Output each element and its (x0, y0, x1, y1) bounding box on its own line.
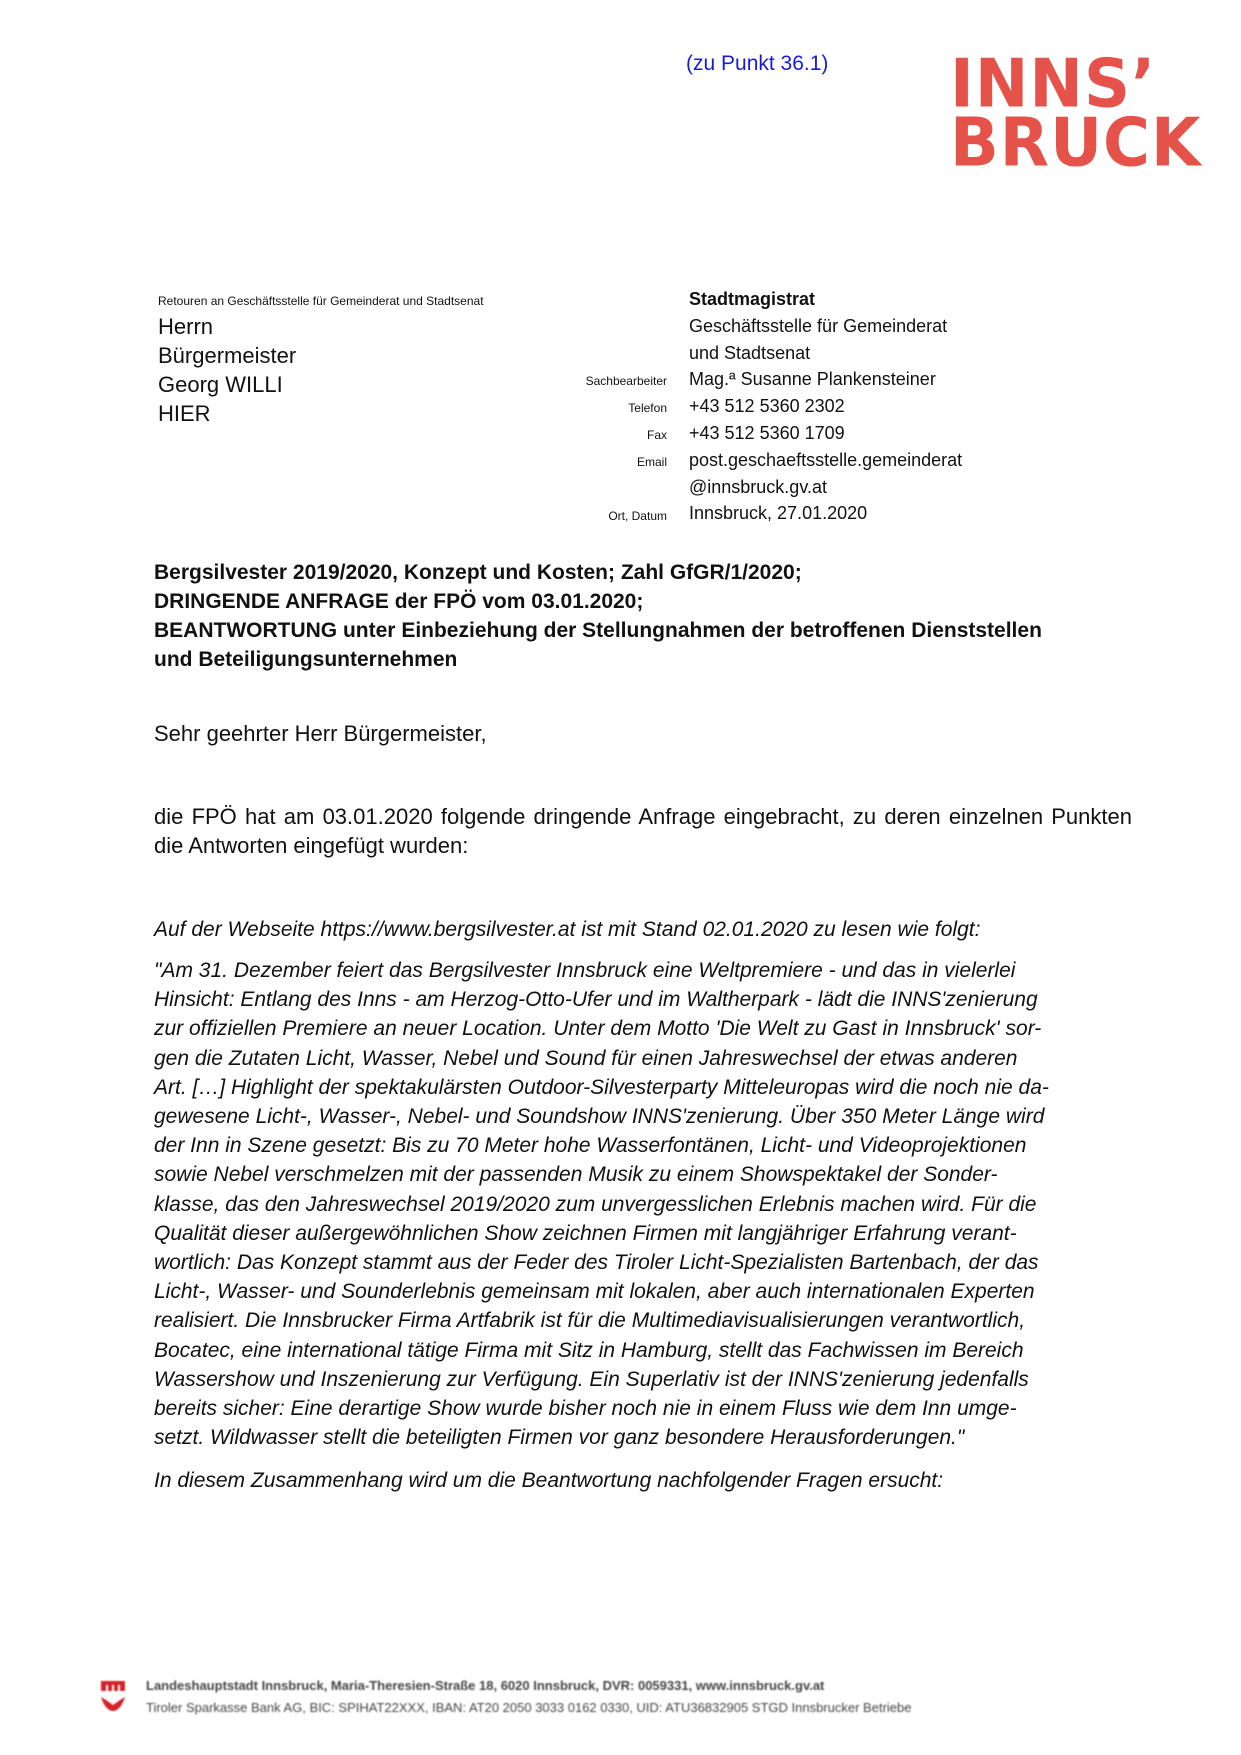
source-line: Auf der Webseite https://www.bergsilvester.at ist mit Stand 02.01.2020 zu lesen wie folgt: (154, 918, 981, 941)
quote-line: bereits sicher: Eine derartige Show wurde bisher noch nie in einem Fluss wie dem Inn umge- (154, 1397, 1017, 1421)
sender-date: Innsbruck, 27.01.2020 (689, 503, 868, 524)
sender-labels (520, 287, 667, 530)
sender-clerk: Mag.ª Susanne Plankensteiner (689, 369, 936, 390)
sender-office: Stadtmagistrat (689, 289, 816, 309)
quoted-text (154, 956, 1144, 1452)
quote-line: sowie Nebel verschmelzen mit der passenden Musik zu einem Showspektakel der Sonder- (154, 1163, 998, 1187)
field-label: Ort, Datum (608, 509, 667, 523)
recipient-line: Bürgermeister (158, 343, 297, 368)
quote-line: Bocatec, eine international tätige Firma mit Sitz in Hamburg, stellt das Fachwissen im Bereich (154, 1338, 1024, 1362)
quote-line: Art. […] Highlight der spektakulärsten Outdoor-Silvesterparty Mitteleuropas wird die noch nie da- (154, 1075, 1049, 1099)
city-emblem-icon (100, 1677, 126, 1717)
return-note: Retouren an Geschäftsstelle für Gemeinderat und Stadtsenat (158, 294, 484, 308)
quote-line: setzt. Wildwasser stellt die beteiligten Firmen vor ganz besondere Herausforderungen." (154, 1426, 965, 1450)
field-label: Sachbearbeiter (585, 374, 667, 388)
footer-line-2: Tiroler Sparkasse Bank AG, BIC: SPIHAT22XXX, IBAN: AT20 2050 3033 0162 0330, UID: ATU36832905 STGD Innsbrucker Betriebe (146, 1700, 912, 1715)
quote-line: Qualität dieser außergewöhnlichen Show zeichnen Firmen mit langjähriger Erfahrung verant- (154, 1221, 1017, 1245)
quote-line: gen die Zutaten Licht, Wasser, Nebel und Sound für einen Jahreswechsel der etwas anderen (154, 1046, 1018, 1070)
quote-line: realisiert. Die Innsbrucker Firma Artfabrik ist für die Multimediavisualisierungen verantwortlich, (154, 1309, 1026, 1333)
recipient-line: HIER (158, 401, 211, 426)
quote-line: klasse, das den Jahreswechsel 2019/2020 zum unvergesslichen Erlebnis machen wird. Für die (154, 1192, 1037, 1216)
subject-line: DRINGENDE ANFRAGE der FPÖ vom 03.01.2020; (154, 590, 644, 613)
sender-fax: +43 512 5360 1709 (689, 422, 845, 443)
recipient-line: Herrn (158, 314, 214, 339)
field-label: Fax (646, 428, 667, 442)
sender-department: Geschäftsstelle für Gemeinderat (689, 315, 948, 336)
sender-block (689, 286, 962, 527)
subject-line: BEANTWORTUNG unter Einbeziehung der Stellungnahmen der betroffenen Dienststellen (154, 619, 1042, 642)
sender-email-domain[interactable]: @innsbruck.gv.at (689, 476, 827, 497)
quote-line: Wassershow und Inszenierung zur Verfügung. Ein Superlativ ist der INNS'zenierung jedenfalls (154, 1367, 1029, 1391)
recipient-line: Georg WILLI (158, 372, 283, 397)
recipient-address (158, 312, 296, 428)
quote-line: gewesene Licht-, Wasser-, Nebel- und Soundshow INNS'zenierung. Über 350 Meter Länge wird (154, 1105, 1045, 1129)
quote-line: Hinsicht: Entlang des Inns - am Herzog-Otto-Ufer und im Waltherpark - lädt die INNS'zenierung (154, 988, 1038, 1012)
footer-line-1: Landeshauptstadt Innsbruck, Maria-Theresien-Straße 18, 6020 Innsbruck, DVR: 0059331, www.innsbruck.gv.at (146, 1678, 825, 1693)
field-label: Email (636, 455, 667, 469)
quote-line: Licht-, Wasser- und Sounderlebnis gemeinsam mit lokalen, aber auch internationalen Experten (154, 1280, 1035, 1304)
subject-line: und Beteiligungsunternehmen (154, 648, 458, 671)
subject (154, 558, 1144, 674)
sender-phone: +43 512 5360 2302 (689, 396, 845, 417)
quote-line: der Inn in Szene gesetzt: Bis zu 70 Meter hohe Wasserfontänen, Licht- und Videoprojektionen (154, 1134, 1027, 1158)
quote-line: wortlich: Das Konzept stammt aus der Feder des Tiroler Licht-Spezialisten Bartenbach, der das (154, 1251, 1039, 1275)
agenda-reference: (zu Punkt 36.1) (686, 52, 829, 75)
innsbruck-logo: INNS’ BRUCK (950, 45, 1202, 183)
quote-line: zur offiziellen Premiere an neuer Location. Unter dem Motto 'Die Welt zu Gast in Innsbruck' sor- (154, 1017, 1042, 1041)
sender-department: und Stadtsenat (689, 342, 811, 363)
quote-line: "Am 31. Dezember feiert das Bergsilvester Innsbruck eine Weltpremiere - und das in vielerlei (154, 959, 1016, 982)
intro-paragraph: die FPÖ hat am 03.01.2020 folgende dringende Anfrage eingebracht, zu deren einzelnen Punkten die Antworten eingefügt wurden: (154, 804, 1132, 858)
footer (100, 1675, 911, 1719)
greeting: Sehr geehrter Herr Bürgermeister, (154, 721, 487, 746)
field-label: Telefon (628, 401, 667, 415)
subject-line: Bergsilvester 2019/2020, Konzept und Kosten; Zahl GfGR/1/2020; (154, 561, 802, 584)
sender-email[interactable]: post.geschaeftsstelle.gemeinderat (689, 449, 963, 470)
request-line: In diesem Zusammenhang wird um die Beantwortung nachfolgender Fragen ersucht: (154, 1469, 944, 1492)
